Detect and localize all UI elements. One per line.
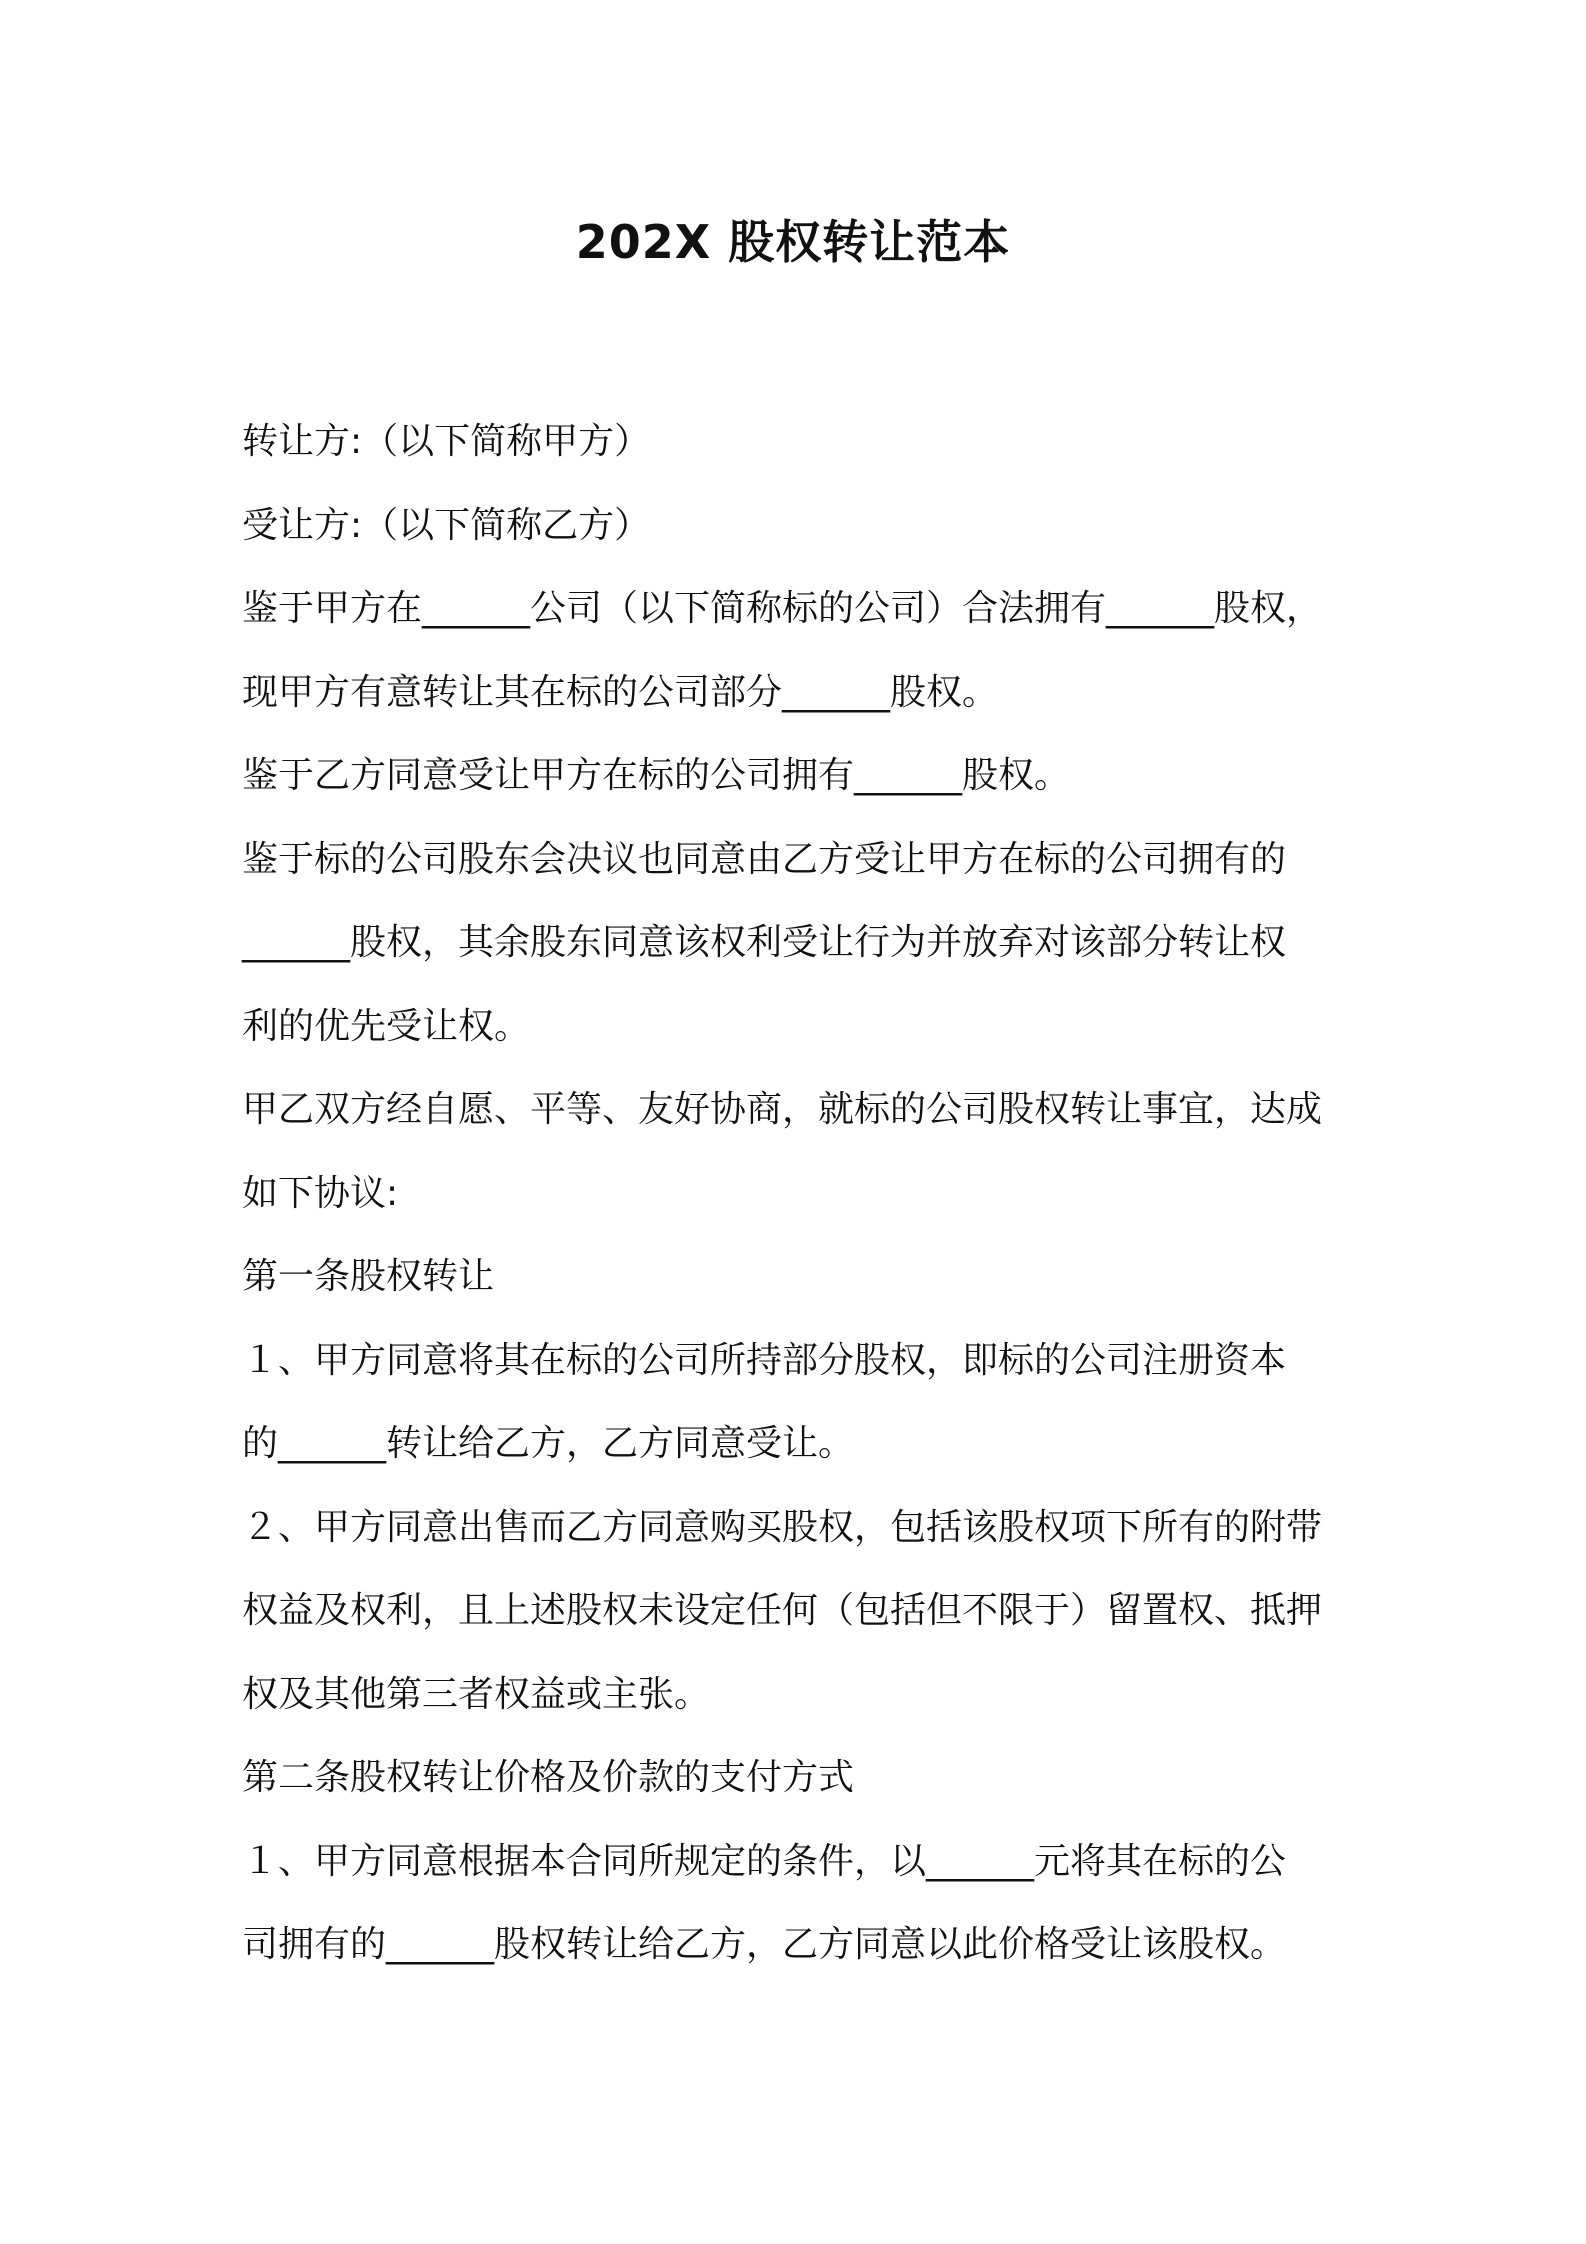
text-line: 鉴于甲方在______公司（以下简称标的公司）合法拥有______股权， — [242, 588, 1323, 629]
text-line: １、甲方同意将其在标的公司所持部分股权，即标的公司注册资本 — [242, 1339, 1287, 1381]
text-line: 现甲方有意转让其在标的公司部分______股权。 — [242, 671, 999, 713]
text-line: 利的优先受让权。 — [242, 1005, 531, 1047]
text-line: 如下协议: — [242, 1172, 399, 1214]
text-line: ______股权，其余股东同意该权利受让行为并放弃对该部分转让权 — [242, 922, 1287, 963]
text-line: 权益及权利，且上述股权未设定任何（包括但不限于）留置权、抵押 — [242, 1590, 1323, 1631]
text-line: 鉴于乙方同意受让甲方在标的公司拥有______股权。 — [242, 755, 1071, 796]
text-line: ２、甲方同意出售而乙方同意购买股权，包括该股权项下所有的附带 — [242, 1506, 1323, 1548]
document-body — [242, 400, 1352, 1987]
text-line: 的______转让给乙方，乙方同意受让。 — [242, 1423, 855, 1464]
section-heading: 第一条股权转让 — [242, 1256, 495, 1297]
document-title: 202X 股权转让范本 — [575, 215, 1011, 269]
text-line: １、甲方同意根据本合同所规定的条件，以______元将其在标的公 — [242, 1840, 1287, 1882]
text-line: 受让方:（以下简称乙方） — [242, 504, 651, 546]
text-line: 司拥有的______股权转让给乙方，乙方同意以此价格受让该股权。 — [242, 1924, 1287, 1965]
text-line: 权及其他第三者权益或主张。 — [242, 1673, 711, 1715]
text-line: 转让方:（以下简称甲方） — [242, 421, 651, 462]
section-heading: 第二条股权转让价格及价款的支付方式 — [242, 1757, 855, 1798]
text-line: 甲乙双方经自愿、平等、友好协商，就标的公司股权转让事宜，达成 — [242, 1089, 1323, 1130]
text-line: 鉴于标的公司股东会决议也同意由乙方受让甲方在标的公司拥有的 — [242, 838, 1287, 880]
